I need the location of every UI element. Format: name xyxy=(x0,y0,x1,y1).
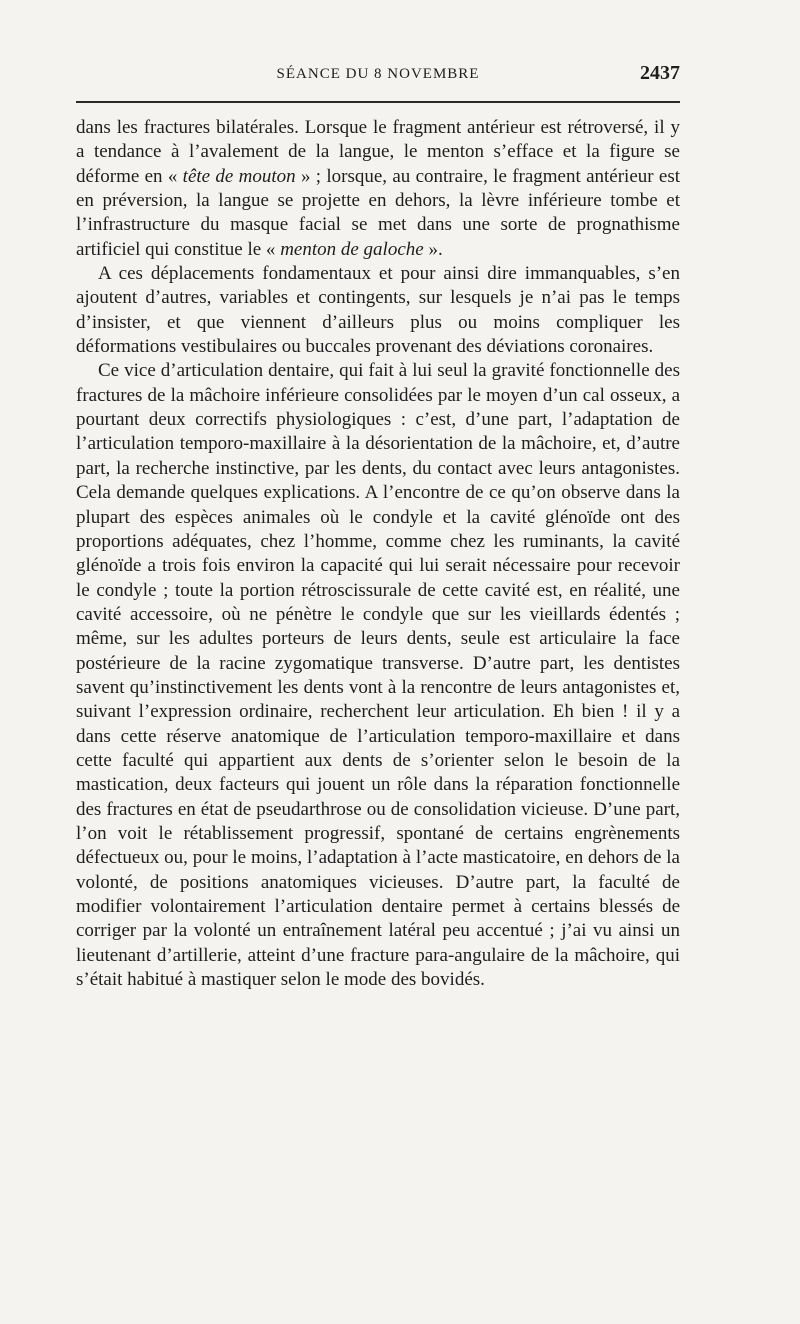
paragraph-3: Ce vice d’articulation dentaire, qui fait à lui seul la gravité fonctionnelle des fractures de la mâchoire inférieure consolidées par le moyen d’un cal osseux, a pourtant deux correctifs physiologiques : c’est, d’une part, l’adaptation de l’articulation temporo-maxillaire à la désorientation de la mâchoire, et, d’autre part, la recherche instinctive, par les dents, du contact avec leurs antagonistes. Cela demande quelques explications. A l’encontre de ce qu’on observe dans la plupart des espèces animales où le condyle et la cavité glénoïde ont des proportions adéquates, chez l’homme, comme chez les ruminants, la cavité glénoïde a trois fois environ la capacité qui lui serait nécessaire pour recevoir le condyle ; toute la portion rétroscissurale de cette cavité est, en réalité, une cavité accessoire, où ne pénètre le condyle que sur les vieillards édentés ; même, sur les adultes porteurs de leurs dents, seule est articulaire la face postérieure de la racine zygomatique transverse. D’autre part, les dentistes savent qu’instinctivement les dents vont à la rencontre de leurs antagonistes et, suivant l’expression ordinaire, recherchent leur articulation. Eh bien ! il y a dans cette réserve anatomique de l’articulation temporo-maxillaire et dans cette faculté qui appartient aux dents de s’orienter selon le besoin de la mastication, deux facteurs qui jouent un rôle dans la réparation fonctionnelle des fractures en état de pseudarthrose ou de consolidation vicieuse. D’une part, l’on voit le rétablissement progressif, spontané de certains engrènements défectueux ou, pour le moins, l’adaptation à l’acte masticatoire, en dehors de la volonté, de positions anatomiques vicieuses. D’autre part, la faculté de modifier volontairement l’articulation dentaire permet à certains blessés de corriger par la volonté un entraînement latéral peu accentué ; j’ai vu ainsi un lieutenant d’artillerie, atteint d’une fracture para-angulaire de la mâchoire, qui s’était habitué à mastiquer selon le mode des bovidés. xyxy=(76,360,680,991)
paragraph-1 xyxy=(76,116,680,262)
paragraph-1-text-c: ». xyxy=(423,238,443,260)
paragraph-1-text-b: » ; lorsque, au contraire, le fragment antérieur est en préversion, la langue se projette en dehors, la lèvre inférieure tombe et l’infrastructure du masque facial se met dans une sorte de prognathisme artificiel qui constitue le « xyxy=(76,165,681,260)
running-head xyxy=(76,62,680,92)
header-rule xyxy=(76,101,680,103)
paragraph-2: A ces déplacements fondamentaux et pour ainsi dire immanquables, s’en ajoutent d’autres, variables et contingents, sur lesquels je n’ai pas le temps d’insister, et que viennent d’ailleurs plus ou moins compliquer les déformations vestibulaires ou buccales provenant des déviations coronaires. xyxy=(76,263,680,358)
paragraph-1-italic-tete-de-mouton: tête de mouton xyxy=(182,165,296,187)
paragraph-1-text-a: dans les fractures bilatérales. Lorsque le fragment antérieur est rétroversé, il y a tendance à l’avalement de la langue, le menton s’efface et la figure se déforme en « xyxy=(76,117,680,187)
page-number: 2437 xyxy=(640,62,680,84)
running-title: SÉANCE DU 8 NOVEMBRE xyxy=(276,66,480,82)
paragraph-1-italic-menton-de-galoche: menton de galoche xyxy=(280,238,424,260)
body-text xyxy=(76,116,680,992)
